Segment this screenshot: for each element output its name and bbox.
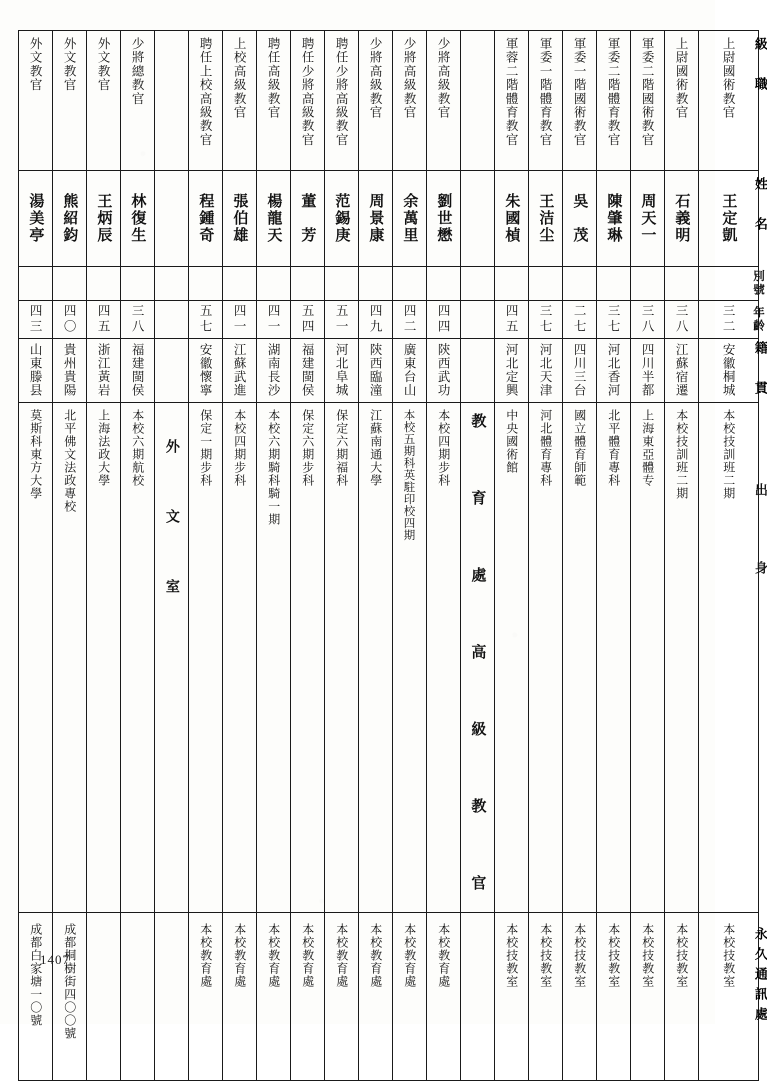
cell-native-14: 湖南長沙 (257, 339, 291, 403)
table-row-origin: 莫斯科東方大學 北平佛文法政專校 上海法政大學 本校六期航校 外 文 室 保定一期步科 本校四期步科 本校六期騎科騎一期 保定六期步科 保定六期福科 江蘇南通大學 本校五期科英駐印校四期 本校四期步科 教 育 處 高 級 教 官 中央國術館 河北體育專科 國立體育師範 北平體育專科 上海東亞體专 本校技訓班二期 本校技訓班二期 出 身 (19, 403, 759, 913)
cell-contact-5: 本校技教室 (597, 913, 631, 1081)
cell-age-5: 三七 (597, 301, 631, 339)
cell-native-3: 江蘇宿遷 (665, 339, 699, 403)
cell-alias-4 (631, 267, 665, 301)
cell-age-9: 四四 (427, 301, 461, 339)
cell-origin-3: 本校技訓班二期 (665, 403, 699, 913)
cell-age-19: 四〇 (53, 301, 87, 339)
cell-origin-6: 國立體育師範 (563, 403, 597, 913)
cell-native-6: 四川三台 (563, 339, 597, 403)
cell-alias-19 (53, 267, 87, 301)
cell-alias-11 (359, 267, 393, 301)
cell-contact-17 (121, 913, 155, 1081)
cell-rank-16: 聘任上校高級教官 (189, 31, 223, 171)
cell-alias-18 (87, 267, 121, 301)
cell-rank-14: 聘任高級教官 (257, 31, 291, 171)
cell-name-10: 余萬里 (393, 171, 427, 267)
cell-alias-14 (257, 267, 291, 301)
cell-name-20: 湯美亭 (19, 171, 53, 267)
section-label-waiwenshi: 外 文 室 (155, 403, 189, 913)
cell-rank-18: 外文教官 (87, 31, 121, 171)
cell-native-18: 浙江黃岩 (87, 339, 121, 403)
cell-origin-13: 保定六期步科 (291, 403, 325, 913)
cell-name-3: 石義明 (665, 171, 699, 267)
cell-alias-5 (597, 267, 631, 301)
cell-section-label-waiwen-native (155, 339, 189, 403)
cell-age-11: 四九 (359, 301, 393, 339)
cell-name-8: 朱國楨 (495, 171, 529, 267)
cell-name-7: 王洁尘 (529, 171, 563, 267)
cell-native-20: 山東滕县 (19, 339, 53, 403)
cell-origin-4: 上海東亞體专 (631, 403, 665, 913)
cell-section-label-jiaoyuchu-rank (461, 31, 495, 171)
table-row-name: 湯美亭 熊紹鈞 王炳辰 林復生 程鍾奇 張伯雄 楊龍天 董 芳 范錫庚 周景康 余萬里 劉世懋 朱國楨 王洁尘 吳 茂 陳肇琳 周天一 石義明 王定凱 姓 名 (19, 171, 759, 267)
page-number: 1407 (40, 952, 70, 967)
cell-rank-3: 上尉國術教官 (665, 31, 699, 171)
cell-origin-16: 保定一期步科 (189, 403, 223, 913)
cell-name-16: 程鍾奇 (189, 171, 223, 267)
cell-name-9: 劉世懋 (427, 171, 461, 267)
cell-contact-13: 本校教育處 (291, 913, 325, 1081)
cell-section-label-jiaoyuchu-alias (461, 267, 495, 301)
cell-age-8: 四五 (495, 301, 529, 339)
cell-name-6: 吳 茂 (563, 171, 597, 267)
cell-rank-4: 軍委二階國術教官 (631, 31, 665, 171)
cell-section-label-jiaoyuchu-name (461, 171, 495, 267)
cell-name-12: 范錫庚 (325, 171, 359, 267)
cell-alias-3 (665, 267, 699, 301)
cell-name-15: 張伯雄 (223, 171, 257, 267)
cell-age-18: 四五 (87, 301, 121, 339)
cell-origin-19: 北平佛文法政專校 (53, 403, 87, 913)
cell-native-9: 陝西武功 (427, 339, 461, 403)
cell-origin-20: 莫斯科東方大學 (19, 403, 53, 913)
cell-rank-11: 少將高級教官 (359, 31, 393, 171)
cell-rank-15: 上校高級教官 (223, 31, 257, 171)
table-row-contact: 成都白家塘一〇號 成都桐樹街四〇〇號 本校教育處 本校教育處 本校教育處 本校教育處 本校教育處 本校教育處 本校教育處 本校教育處 本校技教室 本校技教室 本校技教室 本校技教室 本校技教室 本校技教室 本校技教室 永久通訊處 (19, 913, 759, 1081)
cell-contact-7: 本校技教室 (529, 913, 563, 1081)
cell-native-8: 河北定興 (495, 339, 529, 403)
cell-name-14: 楊龍天 (257, 171, 291, 267)
cell-contact-12: 本校教育處 (325, 913, 359, 1081)
cell-origin-9: 本校四期步科 (427, 403, 461, 913)
cell-age-15: 四一 (223, 301, 257, 339)
cell-age-6: 二七 (563, 301, 597, 339)
cell-alias-2 (699, 267, 759, 301)
cell-alias-6 (563, 267, 597, 301)
cell-native-19: 貴州貴陽 (53, 339, 87, 403)
cell-section-label-waiwen-rank (155, 31, 189, 171)
cell-origin-14: 本校六期騎科騎一期 (257, 403, 291, 913)
cell-contact-3: 本校技教室 (665, 913, 699, 1081)
cell-section-label-waiwen-alias (155, 267, 189, 301)
cell-native-5: 河北香河 (597, 339, 631, 403)
cell-origin-11: 江蘇南通大學 (359, 403, 393, 913)
cell-age-12: 五一 (325, 301, 359, 339)
cell-native-4: 四川半都 (631, 339, 665, 403)
cell-alias-20 (19, 267, 53, 301)
table-row-age: 四三 四〇 四五 三八 五七 四一 四一 五四 五一 四九 四二 四四 四五 三七 二七 三七 三八 三八 三二 年齡 (19, 301, 759, 339)
table-row-rank: 外文教官 外文教官 外文教官 少將總教官 聘任上校高級教官 上校高級教官 聘任高級教官 聘任少將高級教官 聘任少將高級教官 少將高級教官 少將高級教官 少將高級教官 軍蓉二階體育教官 軍委一階體育教官 軍委一階國術教官 軍委二階體育教官 軍委二階國術教官 上尉國術教官 上尉國術教官 級 職 (19, 31, 759, 171)
cell-native-7: 河北天津 (529, 339, 563, 403)
cell-rank-13: 聘任少將高級教官 (291, 31, 325, 171)
cell-origin-15: 本校四期步科 (223, 403, 257, 913)
cell-age-4: 三八 (631, 301, 665, 339)
cell-native-10: 廣東台山 (393, 339, 427, 403)
cell-rank-10: 少將高級教官 (393, 31, 427, 171)
cell-contact-15: 本校教育處 (223, 913, 257, 1081)
cell-rank-5: 軍委二階體育教官 (597, 31, 631, 171)
cell-section-label-waiwen-contact (155, 913, 189, 1081)
cell-alias-9 (427, 267, 461, 301)
cell-native-12: 河北阜城 (325, 339, 359, 403)
cell-contact-11: 本校教育處 (359, 913, 393, 1081)
cell-age-16: 五七 (189, 301, 223, 339)
cell-rank-17: 少將總教官 (121, 31, 155, 171)
cell-native-17: 福建閩侯 (121, 339, 155, 403)
cell-contact-2: 本校技教室 (699, 913, 759, 1081)
roster-table (18, 30, 767, 1081)
cell-age-14: 四一 (257, 301, 291, 339)
cell-alias-7 (529, 267, 563, 301)
cell-origin-2: 本校技訓班二期 (699, 403, 759, 913)
cell-section-label-waiwen-age (155, 301, 189, 339)
table-row-alias: 別號 (19, 267, 759, 301)
cell-contact-14: 本校教育處 (257, 913, 291, 1081)
cell-section-label-waiwen-name (155, 171, 189, 267)
cell-origin-18: 上海法政大學 (87, 403, 121, 913)
cell-origin-10: 本校五期科英駐印校四期 (393, 403, 427, 913)
cell-contact-19: 成都桐樹街四〇〇號 (53, 913, 87, 1081)
cell-name-13: 董 芳 (291, 171, 325, 267)
cell-rank-8: 軍蓉二階體育教官 (495, 31, 529, 171)
cell-name-4: 周天一 (631, 171, 665, 267)
cell-name-18: 王炳辰 (87, 171, 121, 267)
cell-contact-16: 本校教育處 (189, 913, 223, 1081)
cell-rank-7: 軍委一階體育教官 (529, 31, 563, 171)
cell-contact-10: 本校教育處 (393, 913, 427, 1081)
cell-native-2: 安徽桐城 (699, 339, 759, 403)
cell-origin-17: 本校六期航校 (121, 403, 155, 913)
cell-name-11: 周景康 (359, 171, 393, 267)
cell-age-20: 四三 (19, 301, 53, 339)
cell-rank-12: 聘任少將高級教官 (325, 31, 359, 171)
cell-origin-8: 中央國術館 (495, 403, 529, 913)
cell-section-label-jiaoyuchu-native (461, 339, 495, 403)
cell-alias-15 (223, 267, 257, 301)
cell-name-5: 陳肇琳 (597, 171, 631, 267)
cell-name-2: 王定凱 (699, 171, 759, 267)
cell-alias-13 (291, 267, 325, 301)
cell-origin-5: 北平體育專科 (597, 403, 631, 913)
cell-name-17: 林復生 (121, 171, 155, 267)
cell-contact-6: 本校技教室 (563, 913, 597, 1081)
section-label-jiaoyuchu: 教 育 處 高 級 教 官 (461, 403, 495, 913)
cell-rank-20: 外文教官 (19, 31, 53, 171)
cell-contact-9: 本校教育處 (427, 913, 461, 1081)
cell-age-10: 四二 (393, 301, 427, 339)
cell-alias-12 (325, 267, 359, 301)
cell-native-16: 安徽懷寧 (189, 339, 223, 403)
cell-age-7: 三七 (529, 301, 563, 339)
cell-section-label-jiaoyuchu-age (461, 301, 495, 339)
cell-section-label-jiaoyuchu-contact (461, 913, 495, 1081)
cell-age-17: 三八 (121, 301, 155, 339)
table-row-native: 山東滕县 貴州貴陽 浙江黃岩 福建閩侯 安徽懷寧 江蘇武進 湖南長沙 福建閩侯 河北阜城 陝西臨潼 廣東台山 陝西武功 河北定興 河北天津 四川三台 河北香河 四川半都 江蘇宿遷 安徽桐城 籍 貫 (19, 339, 759, 403)
cell-contact-20: 成都白家塘一〇號 (19, 913, 53, 1081)
cell-native-13: 福建閩侯 (291, 339, 325, 403)
cell-age-2: 三二 (699, 301, 759, 339)
cell-age-3: 三八 (665, 301, 699, 339)
cell-rank-2: 上尉國術教官 (699, 31, 759, 171)
cell-native-15: 江蘇武進 (223, 339, 257, 403)
cell-alias-17 (121, 267, 155, 301)
cell-rank-9: 少將高級教官 (427, 31, 461, 171)
cell-alias-8 (495, 267, 529, 301)
cell-origin-12: 保定六期福科 (325, 403, 359, 913)
cell-alias-16 (189, 267, 223, 301)
cell-contact-18 (87, 913, 121, 1081)
cell-name-19: 熊紹鈞 (53, 171, 87, 267)
cell-native-11: 陝西臨潼 (359, 339, 393, 403)
cell-rank-19: 外文教官 (53, 31, 87, 171)
cell-origin-7: 河北體育專科 (529, 403, 563, 913)
cell-contact-8: 本校技教室 (495, 913, 529, 1081)
cell-contact-4: 本校技教室 (631, 913, 665, 1081)
cell-alias-10 (393, 267, 427, 301)
cell-age-13: 五四 (291, 301, 325, 339)
cell-rank-6: 軍委一階國術教官 (563, 31, 597, 171)
